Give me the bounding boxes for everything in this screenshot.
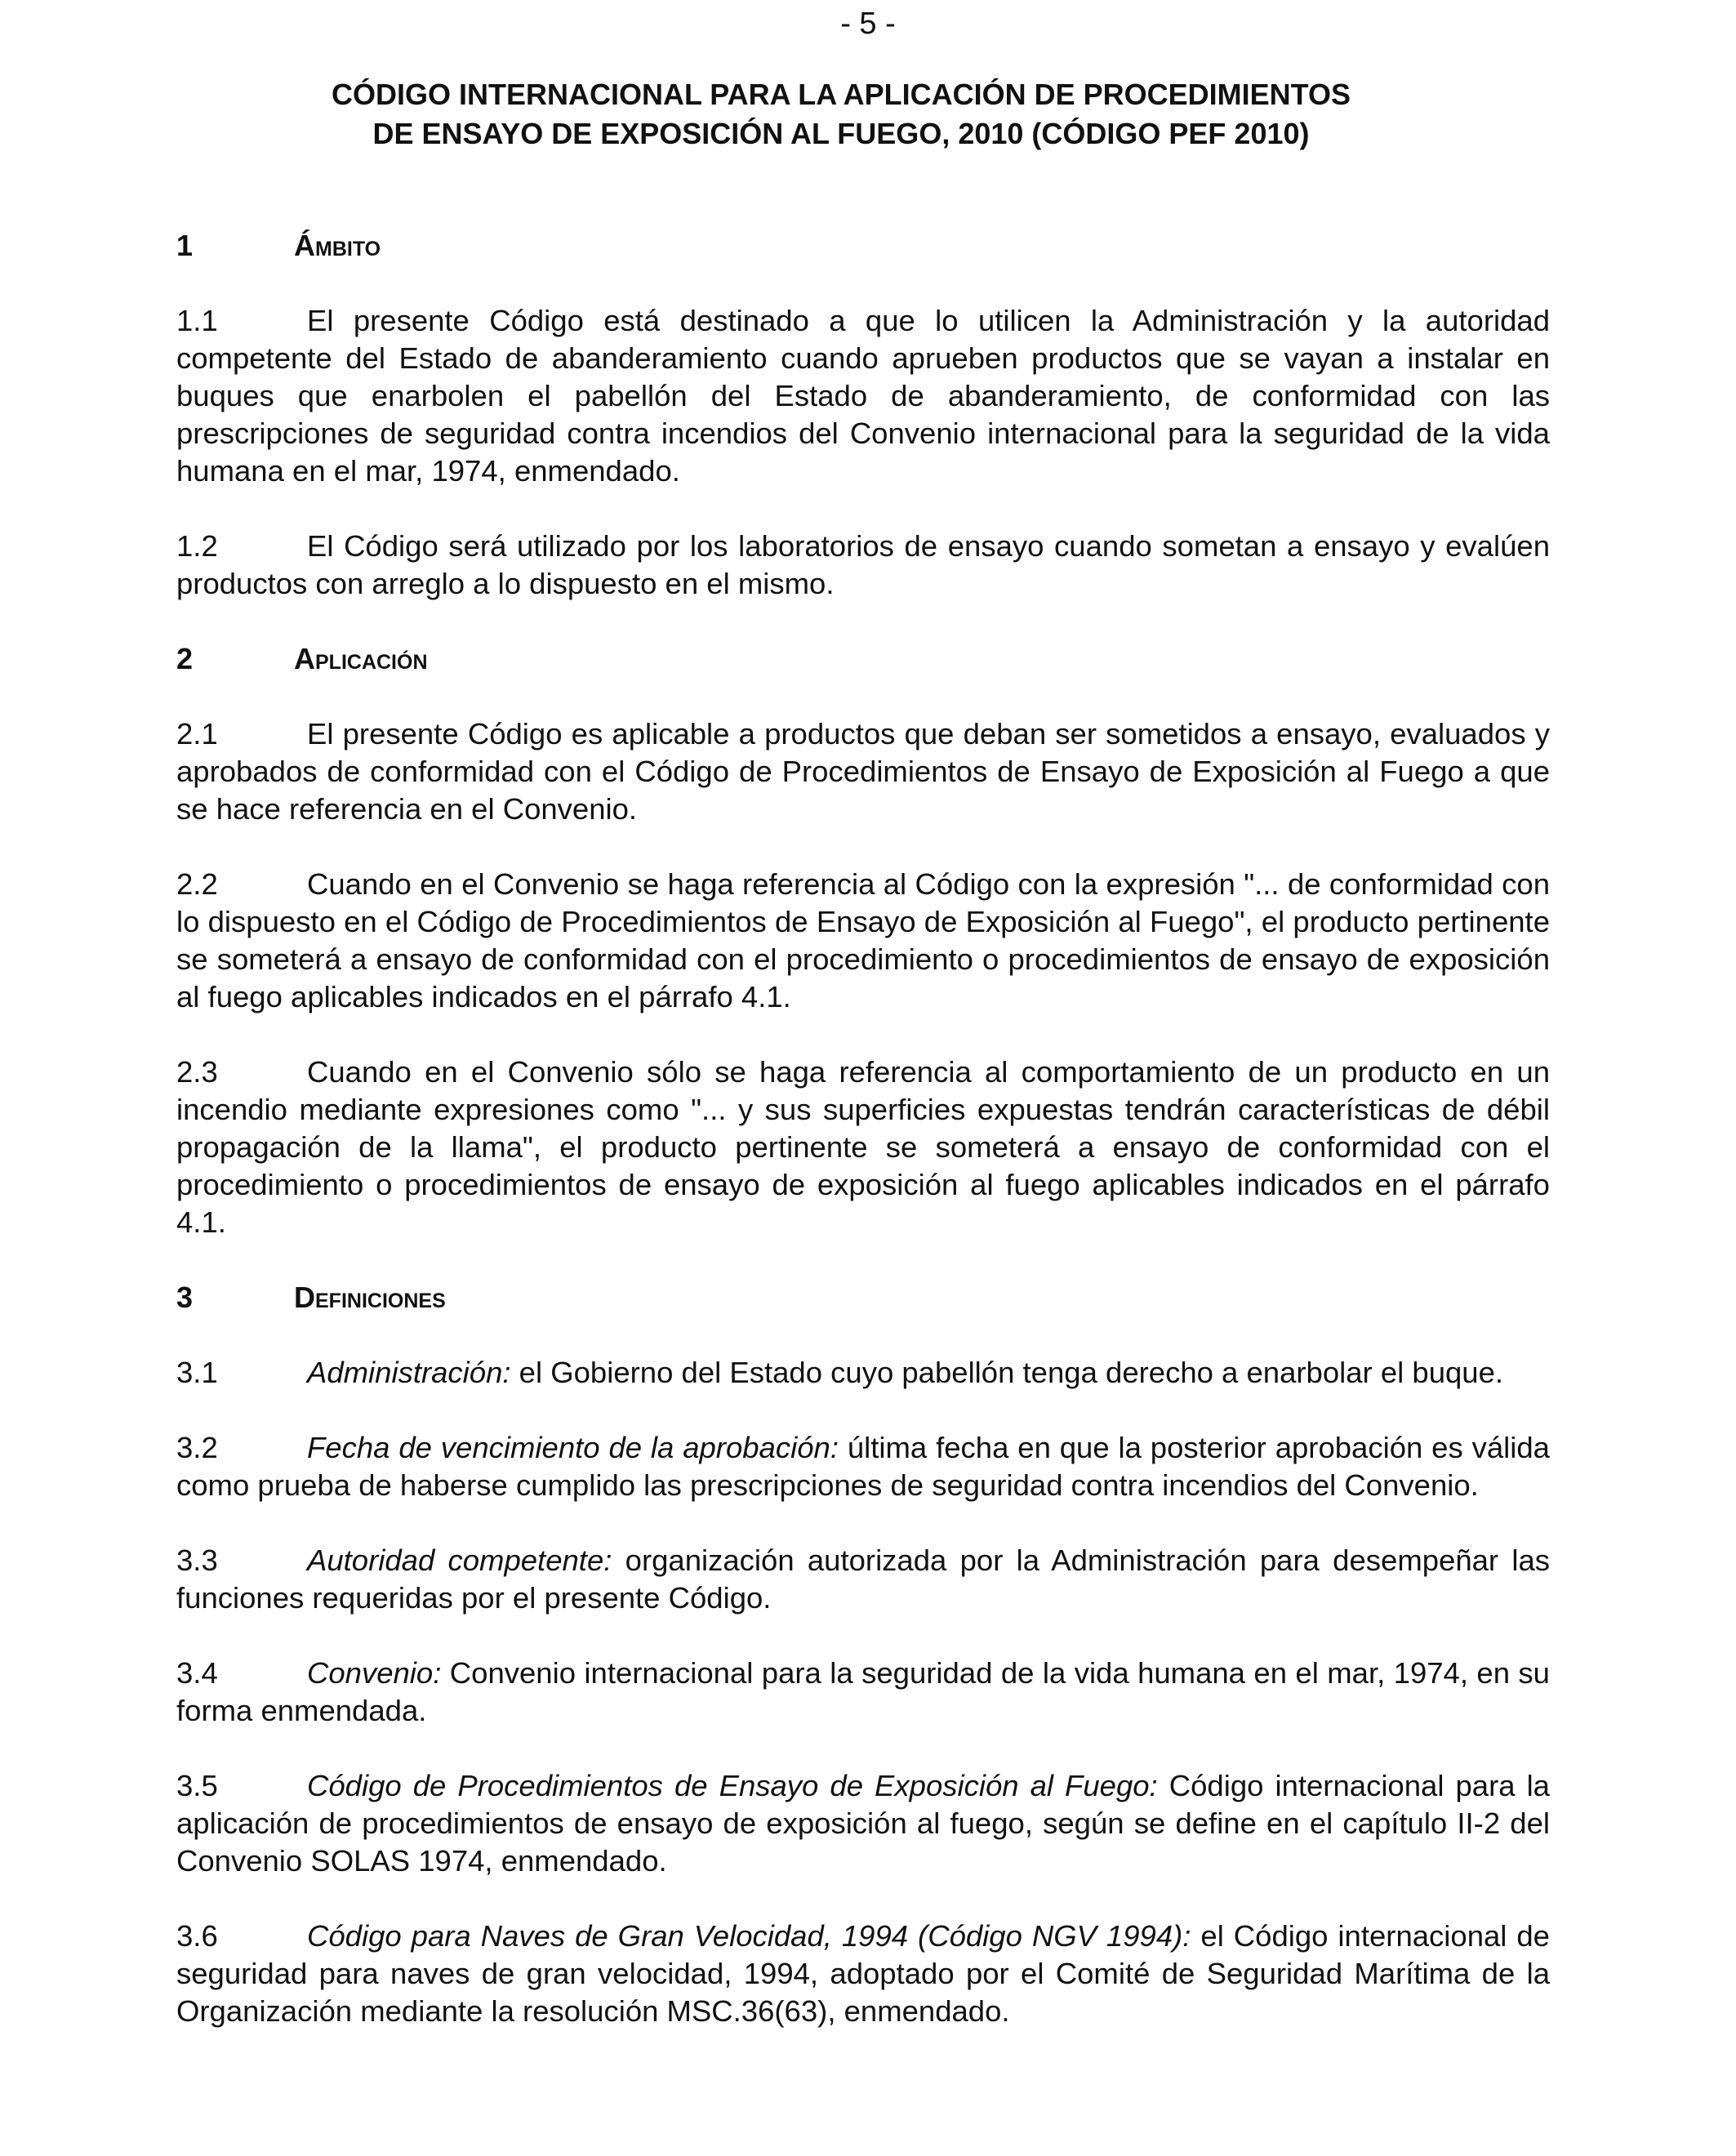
definition-3-1 [176,1354,1550,1392]
section-number: 2 [176,642,194,675]
definition-text: Convenio internacional para la seguridad de la vida humana en el mar, 1974, en su forma enmendada. [176,1656,1550,1727]
definition-term: Administración: [307,1356,511,1389]
section-title: Ámbito [294,229,381,262]
paragraph-number: 3.4 [176,1656,218,1690]
paragraph-2-2 [176,866,1550,1016]
page-number: - 5 - [840,7,896,41]
paragraph-number: 3.5 [176,1769,218,1802]
definition-3-2 [176,1429,1550,1504]
paragraph-2-3 [176,1054,1550,1241]
paragraph-text: Cuando en el Convenio sólo se haga referencia al comportamiento de un producto en un incendio mediante expresiones como "... y sus superficies expuestas tendrán características de débil propagación de la llama", el producto pertinente se someterá a ensayo de conformidad con el procedimiento o procedimientos de ensayo de exposición al fuego aplicables indicados en el párrafo 4.1. [176,1055,1550,1239]
paragraph-text: Cuando en el Convenio se haga referencia al Código con la expresión "... de conformidad con lo dispuesto en el Código de Procedimientos de Ensayo de Exposición al Fuego", el producto pertinente se someterá a ensayo de conformidad con el procedimiento o procedimientos de ensayo de exposición al fuego aplicables indicados en el párrafo 4.1. [176,867,1550,1013]
section-title: Definiciones [294,1281,446,1314]
definition-3-4 [176,1655,1550,1730]
section-heading-definiciones [176,1279,1550,1316]
definition-term: Convenio: [307,1656,442,1690]
definition-3-3 [176,1542,1550,1617]
paragraph-text: El presente Código es aplicable a productos que deban ser sometidos a ensayo, evaluados y aprobados de conformidad con el Código de Procedimientos de Ensayo de Exposición al Fuego a que se hace referencia en el Convenio. [176,717,1550,826]
definition-3-6 [176,1918,1550,2030]
paragraph-number: 2.2 [176,867,218,901]
section-heading-aplicacion [176,640,1550,678]
paragraph-number: 3.2 [176,1431,218,1464]
definition-text: el Gobierno del Estado cuyo pabellón tenga derecho a enarbolar el buque. [519,1356,1504,1389]
section-number: 3 [176,1281,194,1314]
document-title-line-1: CÓDIGO INTERNACIONAL PARA LA APLICACIÓN DE PROCEDIMIENTOS [331,78,1351,111]
paragraph-1-2 [176,528,1550,603]
section-heading-ambito [176,227,1550,265]
definition-3-5 [176,1767,1550,1880]
definition-text: organización autorizada por la Administración para desempeñar las funciones requeridas por el presente Código. [176,1544,1551,1615]
document-body [176,227,1550,2030]
definition-term: Código de Procedimientos de Ensayo de Exposición al Fuego: [307,1769,1158,1802]
paragraph-number: 3.3 [176,1544,218,1577]
paragraph-number: 3.6 [176,1919,218,1953]
paragraph-number: 2.3 [176,1055,218,1089]
definition-text: el Código internacional de seguridad para naves de gran velocidad, 1994, adoptado por el Comité de Seguridad Marítima de la Organización mediante la resolución MSC.36(63), enmendado. [176,1919,1550,2028]
definition-text: última fecha en que la posterior aprobación es válida como prueba de haberse cumplido las prescripciones de seguridad contra incendios del Convenio. [176,1431,1550,1502]
section-title: Aplicación [294,642,428,675]
paragraph-number: 1.2 [176,529,218,563]
paragraph-number: 3.1 [176,1356,218,1389]
definition-term: Código para Naves de Gran Velocidad, 1994 (Código NGV 1994): [307,1919,1191,1953]
paragraph-2-1 [176,715,1550,828]
document-title-line-2: DE ENSAYO DE EXPOSICIÓN AL FUEGO, 2010 (CÓDIGO PEF 2010) [372,117,1310,150]
paragraph-text: El presente Código está destinado a que lo utilicen la Administración y la autoridad competente del Estado de abanderamiento cuando aprueben productos que se vayan a instalar en buques que enarbolen el pabellón del Estado de abanderamiento, de conformidad con las prescripciones de seguridad contra incendios del Convenio internacional para la seguridad de la vida humana en el mar, 1974, enmendado. [176,304,1550,488]
paragraph-number: 1.1 [176,304,218,337]
section-number: 1 [176,229,194,262]
definition-term: Autoridad competente: [307,1544,612,1577]
definition-text: Código internacional para la aplicación de procedimientos de ensayo de exposición al fuego, según se define en el capítulo II-2 del Convenio SOLAS 1974, enmendado. [176,1769,1550,1878]
definition-term: Fecha de vencimiento de la aprobación: [307,1431,839,1464]
paragraph-text: El Código será utilizado por los laboratorios de ensayo cuando sometan a ensayo y evalúen productos con arreglo a lo dispuesto en el mismo. [176,529,1550,600]
paragraph-number: 2.1 [176,717,218,751]
document-title [229,75,1453,154]
paragraph-1-1 [176,302,1550,490]
